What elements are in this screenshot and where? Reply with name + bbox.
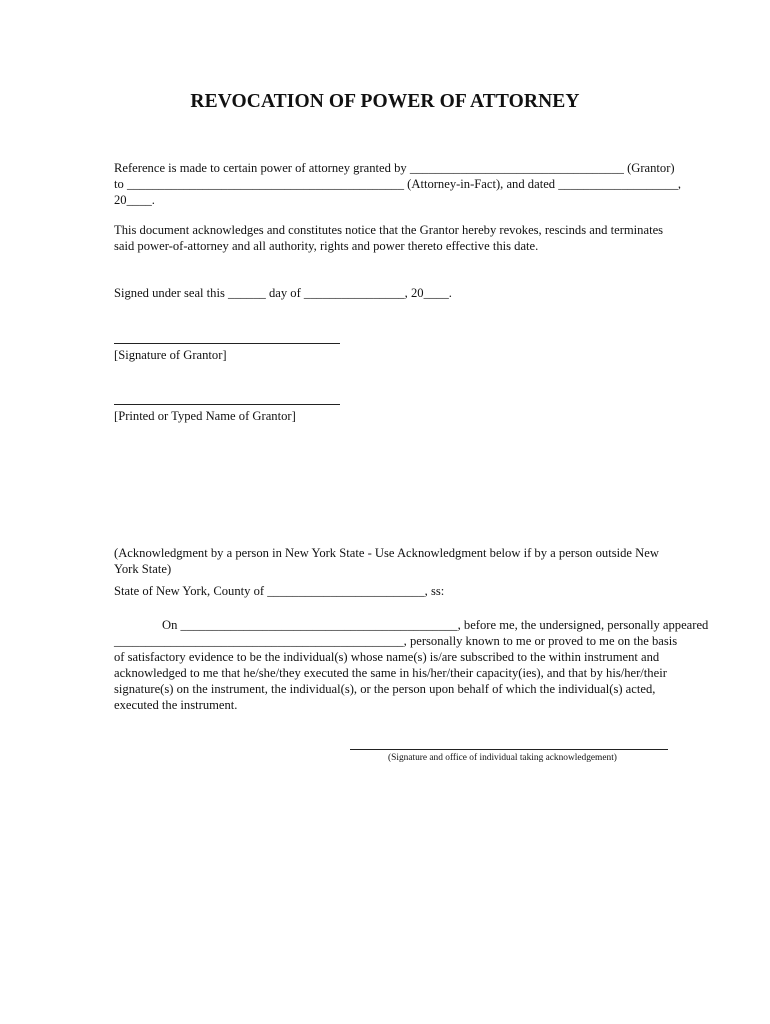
acknowledgment-body-line-3: of satisfactory evidence to be the individual(s) whose name(s) is/are subscribed to the within instrument and [114,650,660,664]
acknowledgment-body-line-1: On ____________________________________________, before me, the undersigned, personally appeared [162,618,709,632]
county-line: State of New York, County of _________________________, ss: [114,584,445,598]
acknowledgment-intro-line-2: York State) [114,562,172,576]
revocation-line-1: This document acknowledges and constitutes notice that the Grantor hereby revokes, rescinds and terminates [114,223,664,237]
acknowledgment-body-line-6: executed the instrument. [114,698,238,712]
notary-signature-label: (Signature and office of individual taking acknowledgement) [388,753,617,763]
acknowledgment-body-line-2: ______________________________________________, personally known to me or proved to me on the basis [114,634,678,648]
reference-line-2: to ____________________________________________ (Attorney-in-Fact), and dated ___________________, [114,177,682,191]
printed-name-label: [Printed or Typed Name of Grantor] [114,409,296,423]
acknowledgment-body-line-5: signature(s) on the instrument, the individual(s), or the person upon behalf of which the individual(s) acted, [114,682,656,696]
acknowledgment-intro-line-1: (Acknowledgment by a person in New York State - Use Acknowledgment below if by a person outside New [114,546,659,560]
signed-under-seal-line: Signed under seal this ______ day of ________________, 20____. [114,286,452,300]
notary-signature-line[interactable] [350,749,668,750]
acknowledgment-body-line-4: acknowledged to me that he/she/they executed the same in his/her/their capacity(ies), and that by his/her/their [114,666,667,680]
grantor-signature-line[interactable] [114,343,340,344]
signature-of-grantor-label: [Signature of Grantor] [114,348,227,362]
grantor-printed-name-line[interactable] [114,404,340,405]
reference-line-3: 20____. [114,193,155,207]
reference-line-1: Reference is made to certain power of attorney granted by __________________________________ (Grantor) [114,161,675,175]
document-title: REVOCATION OF POWER OF ATTORNEY [190,91,580,112]
revocation-line-2: said power-of-attorney and all authority, rights and power thereto effective this date. [114,239,539,253]
